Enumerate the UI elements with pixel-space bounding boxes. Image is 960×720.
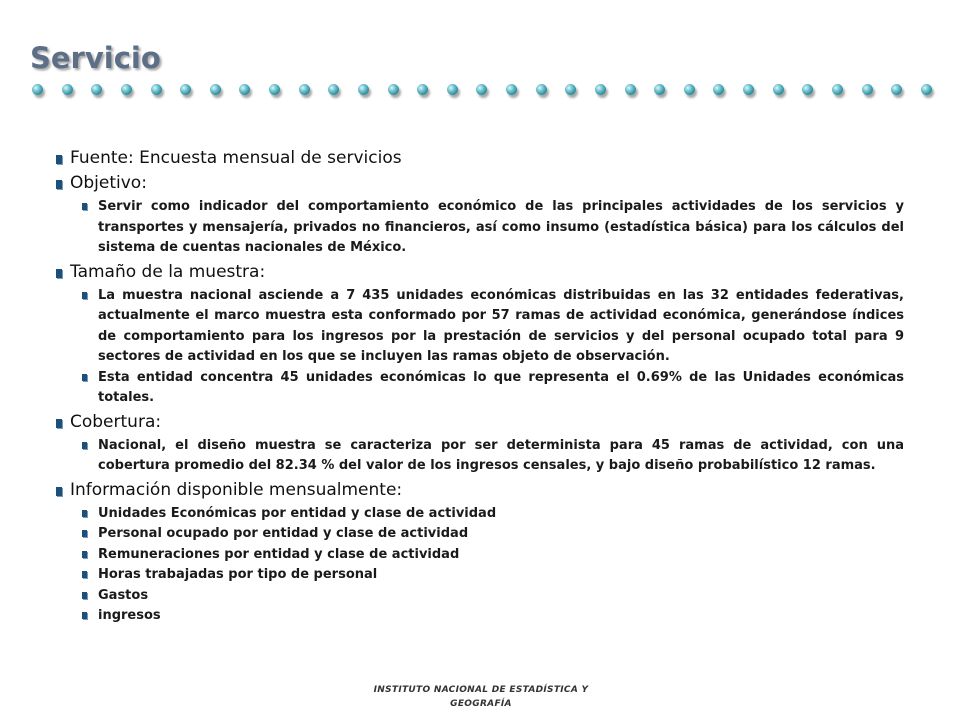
divider-dot-icon [743, 84, 754, 95]
divider-dot-icon [299, 84, 310, 95]
bullet-heading: Información disponible mensualmente: [70, 479, 403, 500]
divider-dot-icon [595, 84, 606, 95]
square-bullet-icon [82, 203, 87, 210]
square-bullet-icon [56, 155, 62, 164]
divider-dot-icon [32, 84, 43, 95]
divider-dot-icon [565, 84, 576, 95]
square-bullet-icon [82, 292, 87, 299]
divider-dot-icon [417, 84, 428, 95]
sub-bullet [80, 606, 904, 627]
sub-bullet [80, 545, 904, 566]
divider-dot-icon [328, 84, 339, 95]
divider-dot-icon [151, 84, 162, 95]
sub-bullet-text: Remuneraciones por entidad y clase de actividad [98, 546, 460, 562]
bullet-informacion-disponible [52, 479, 904, 501]
square-bullet-icon [56, 419, 62, 428]
sub-bullet-text: Nacional, el diseño muestra se caracteriza por ser determinista para 45 ramas de actividad, con una cobertura promedio del 82.34 % del valor de los ingresos censales, y bajo diseño probabilístico 12 ramas. [98, 437, 904, 473]
divider-dot-icon [388, 84, 399, 95]
decorative-dot-divider [32, 78, 932, 100]
divider-dot-icon [476, 84, 487, 95]
bullet-objetivo [52, 172, 904, 194]
sub-bullet-text: Gastos [98, 587, 149, 603]
divider-dot-icon [358, 84, 369, 95]
sub-bullet [80, 504, 904, 525]
divider-dot-icon [180, 84, 191, 95]
sub-bullet-text: Unidades Económicas por entidad y clase de actividad [98, 505, 497, 521]
sub-bullet-text: ingresos [98, 608, 161, 623]
divider-dot-icon [269, 84, 280, 95]
square-bullet-icon [82, 571, 87, 578]
square-bullet-icon [82, 374, 87, 381]
bullet-heading: Tamaño de la muestra: [70, 261, 266, 282]
square-bullet-icon [82, 551, 87, 558]
divider-dot-icon [239, 84, 250, 95]
bullet-text: Fuente: Encuesta mensual de servicios [70, 148, 402, 168]
square-bullet-icon [82, 442, 87, 449]
divider-dot-icon [62, 84, 73, 95]
divider-dot-icon [536, 84, 547, 95]
sub-bullet-text: La muestra nacional asciende a 7 435 unidades económicas distribuidas en las 32 entidades federativas, actualmente el marco muestra esta conformado por 57 ramas de actividad económica, generándose índices de comportamiento para los ingresos por la prestación de servicios y del personal ocupado total para 9 sectores de actividad en los que se incluyen las ramas objeto de observación. [98, 287, 904, 364]
bullet-tamano-muestra [52, 261, 904, 283]
square-bullet-icon [82, 510, 87, 517]
footer-institution-logo-text: INSTITUTO NACIONAL DE ESTADÍSTICA Y GEOGRAFÍA [373, 685, 589, 709]
square-bullet-icon [56, 180, 62, 189]
divider-dot-icon [773, 84, 784, 95]
sub-bullet-text: Servir como indicador del comportamiento económico de las principales actividades de los servicios y transportes y mensajería, privados no financieros, así como insumo (estadística básica) para los cálculos del sistema de cuentas nacionales de México. [98, 199, 904, 255]
slide-title: Servicio [30, 41, 161, 75]
square-bullet-icon [82, 530, 87, 537]
bullet-fuente [52, 147, 904, 169]
sub-bullet [80, 197, 904, 259]
square-bullet-icon [82, 612, 87, 619]
divider-dot-icon [447, 84, 458, 95]
divider-dot-icon [802, 84, 813, 95]
square-bullet-icon [82, 592, 87, 599]
divider-dot-icon [91, 84, 102, 95]
bullet-heading: Objetivo: [70, 173, 147, 193]
square-bullet-icon [56, 487, 62, 496]
divider-dot-icon [684, 84, 695, 95]
divider-dot-icon [210, 84, 221, 95]
divider-dot-icon [121, 84, 132, 95]
divider-dot-icon [862, 84, 873, 95]
divider-dot-icon [891, 84, 902, 95]
divider-dot-icon [832, 84, 843, 95]
sub-bullet [80, 286, 904, 368]
divider-dot-icon [654, 84, 665, 95]
sub-bullet-text: Esta entidad concentra 45 unidades económicas lo que representa el 0.69% de las Unidades económicas totales. [98, 369, 904, 405]
slide-content [52, 147, 904, 627]
sub-bullet [80, 436, 904, 477]
sub-bullet [80, 524, 904, 545]
square-bullet-icon [56, 269, 62, 278]
divider-dot-icon [713, 84, 724, 95]
divider-dot-icon [921, 84, 932, 95]
sub-bullet-text: Horas trabajadas por tipo de personal [98, 567, 378, 582]
sub-bullet [80, 565, 904, 586]
divider-dot-icon [506, 84, 517, 95]
sub-bullet [80, 586, 904, 607]
sub-bullet [80, 368, 904, 409]
divider-dot-icon [625, 84, 636, 95]
bullet-cobertura [52, 411, 904, 433]
bullet-heading: Cobertura: [70, 411, 162, 432]
sub-bullet-text: Personal ocupado por entidad y clase de actividad [98, 526, 469, 541]
